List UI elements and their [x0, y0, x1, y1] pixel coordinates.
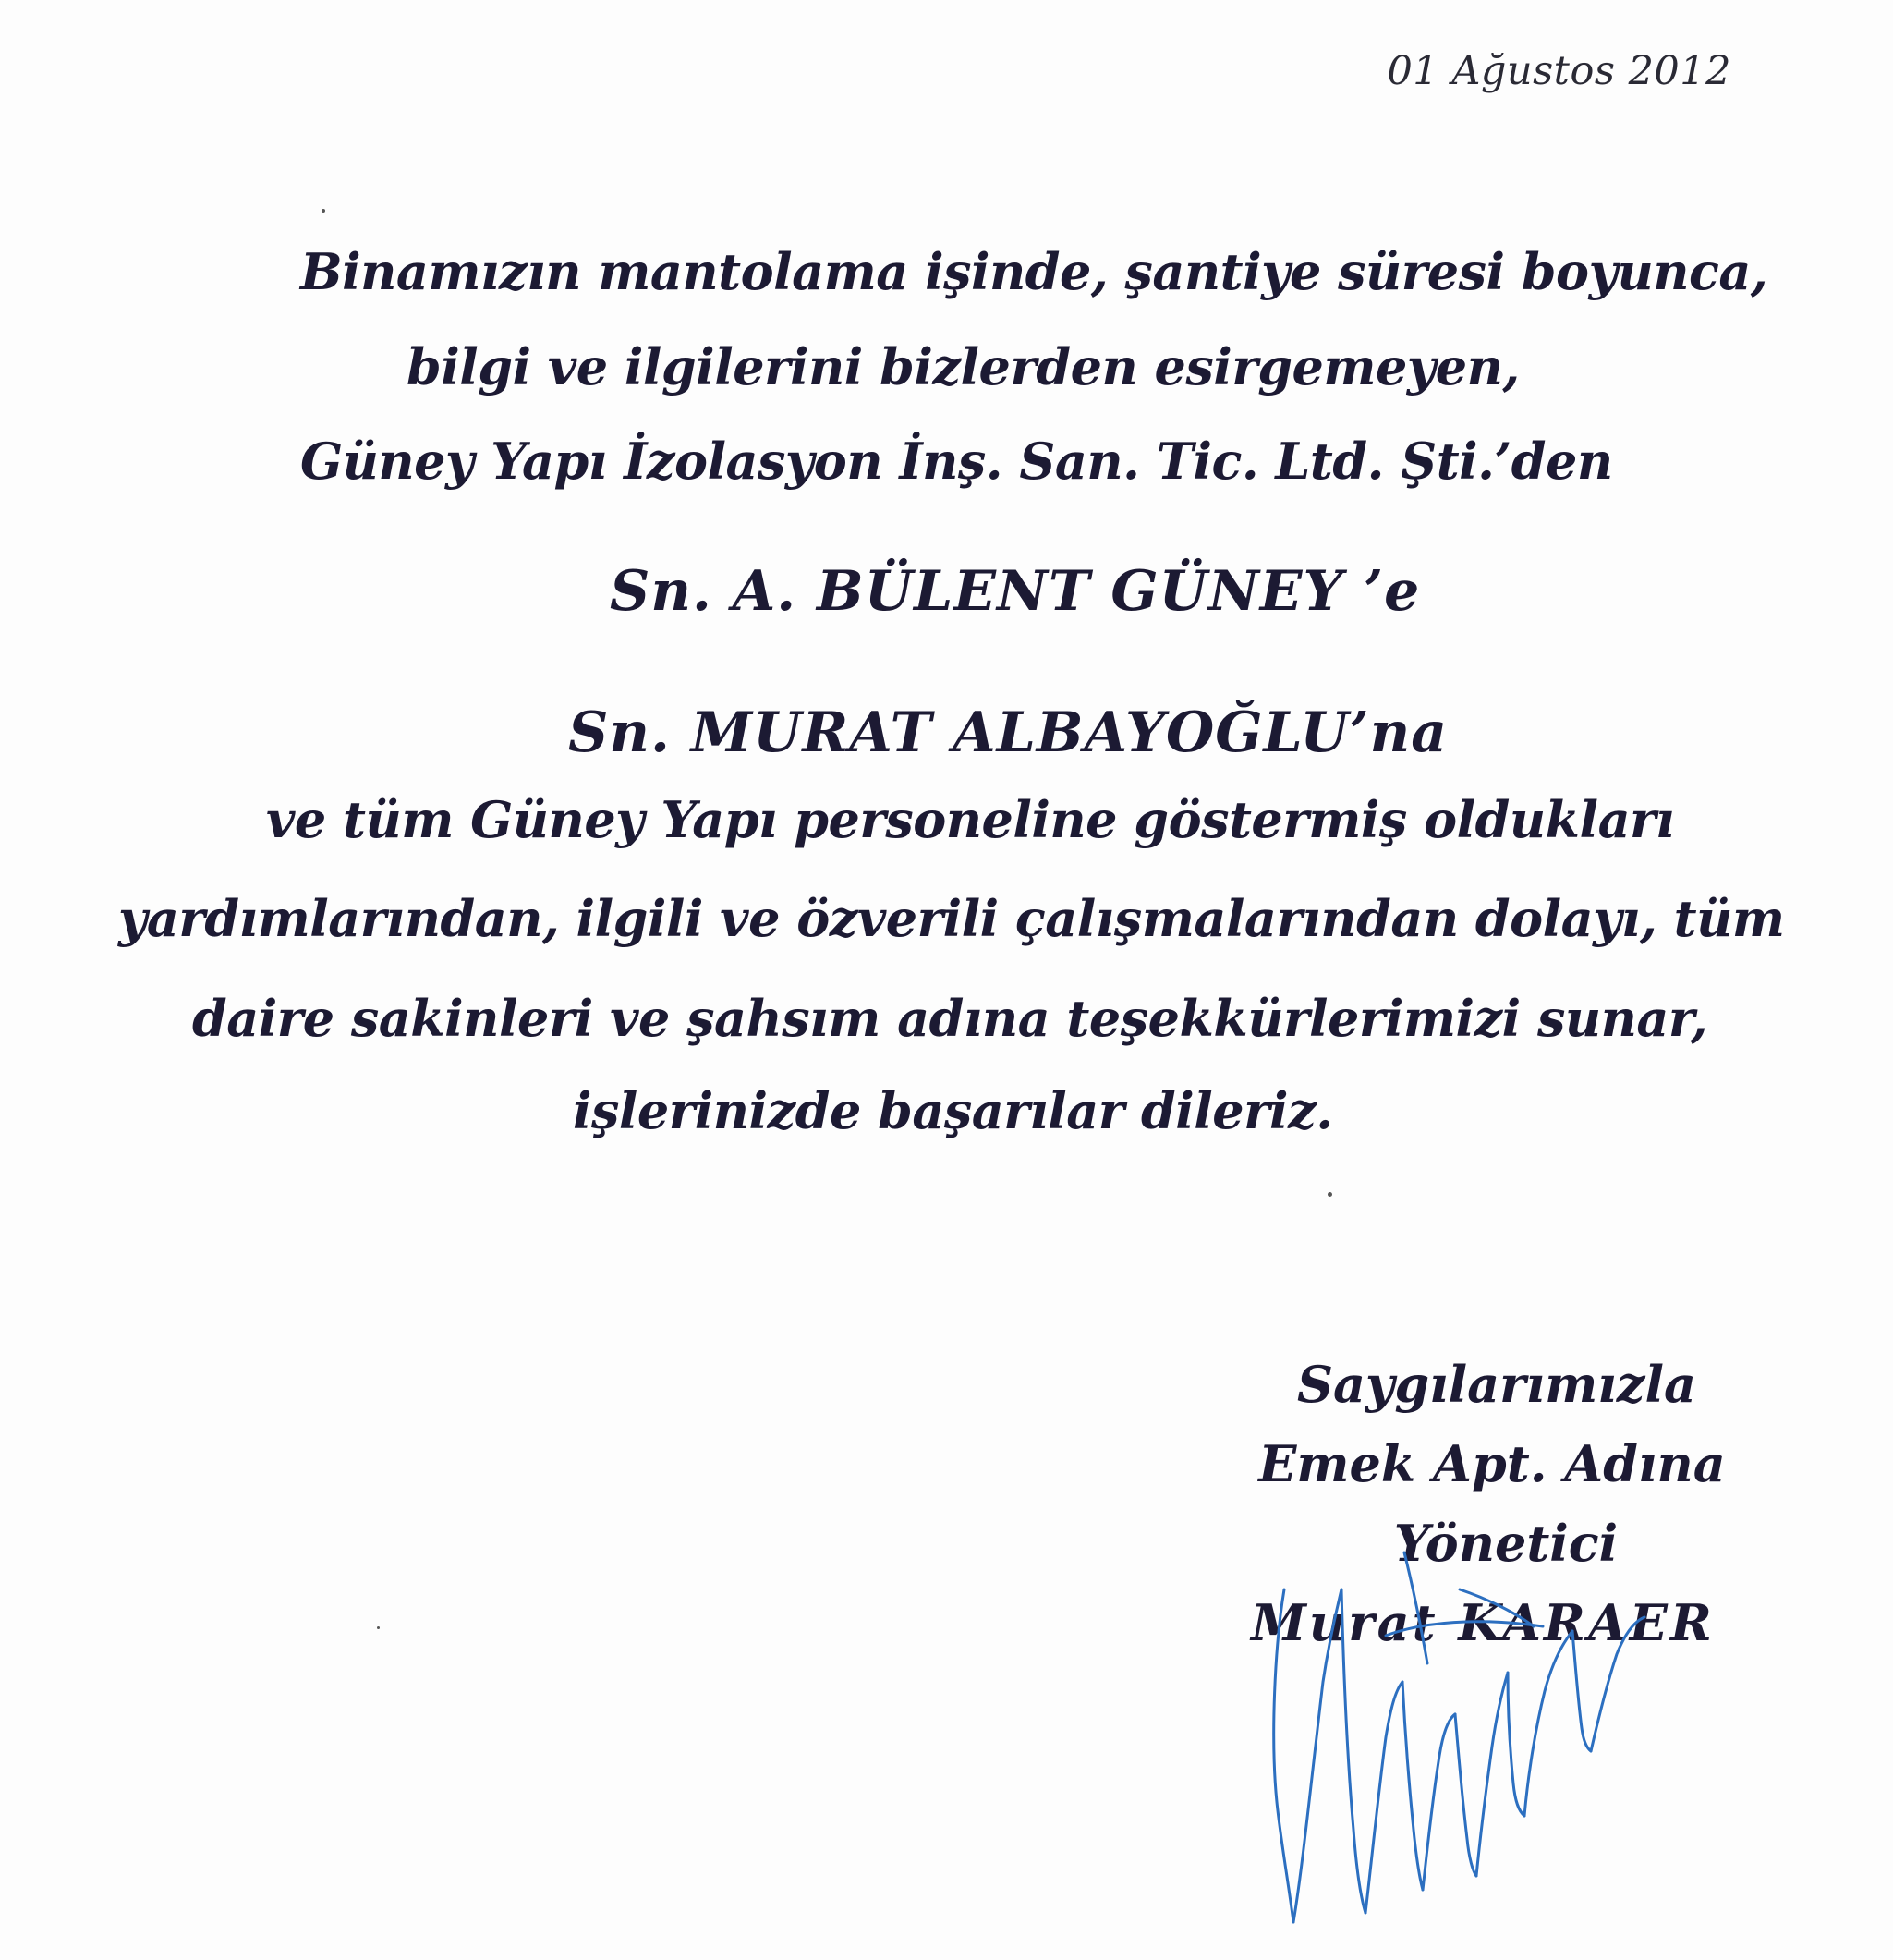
body-line-3: Güney Yapı İzolasyon İnş. San. Tic. Ltd. Şti.’den — [300, 432, 1613, 491]
paper-speck — [1328, 1192, 1332, 1197]
body-line-5: yardımlarından, ilgili ve özverili çalışmalarından dolayı, tüm — [118, 889, 1785, 948]
body-line-6: daire sakinleri ve şahsım adına teşekkürlerimizi sunar, — [192, 989, 1708, 1048]
body-line-2: bilgi ve ilgilerini bizlerden esirgemeyen, — [407, 337, 1520, 396]
recipient-name-1: Sn. A. BÜLENT GÜNEY ’e — [610, 559, 1421, 624]
closing-salutation: Saygılarımızla — [1297, 1355, 1696, 1414]
paper-speck — [377, 1626, 380, 1629]
paper-speck — [322, 209, 325, 213]
handwritten-signature — [1266, 1534, 1654, 1941]
closing-signer: Murat KARAER — [1251, 1593, 1715, 1652]
body-line-1: Binamızın mantolama işinde, şantiye süresi boyunca, — [300, 242, 1768, 301]
recipient-name-2: Sn. MURAT ALBAYOĞLU’na — [568, 700, 1449, 765]
body-line-7: işlerinizde başarılar dileriz. — [573, 1081, 1333, 1140]
body-line-4: ve tüm Güney Yapı personeline göstermiş oldukları — [266, 790, 1675, 849]
closing-org: Emek Apt. Adına — [1258, 1434, 1726, 1493]
closing-role: Yönetici — [1393, 1514, 1619, 1573]
letter-date: 01 Ağustos 2012 — [1387, 48, 1731, 94]
